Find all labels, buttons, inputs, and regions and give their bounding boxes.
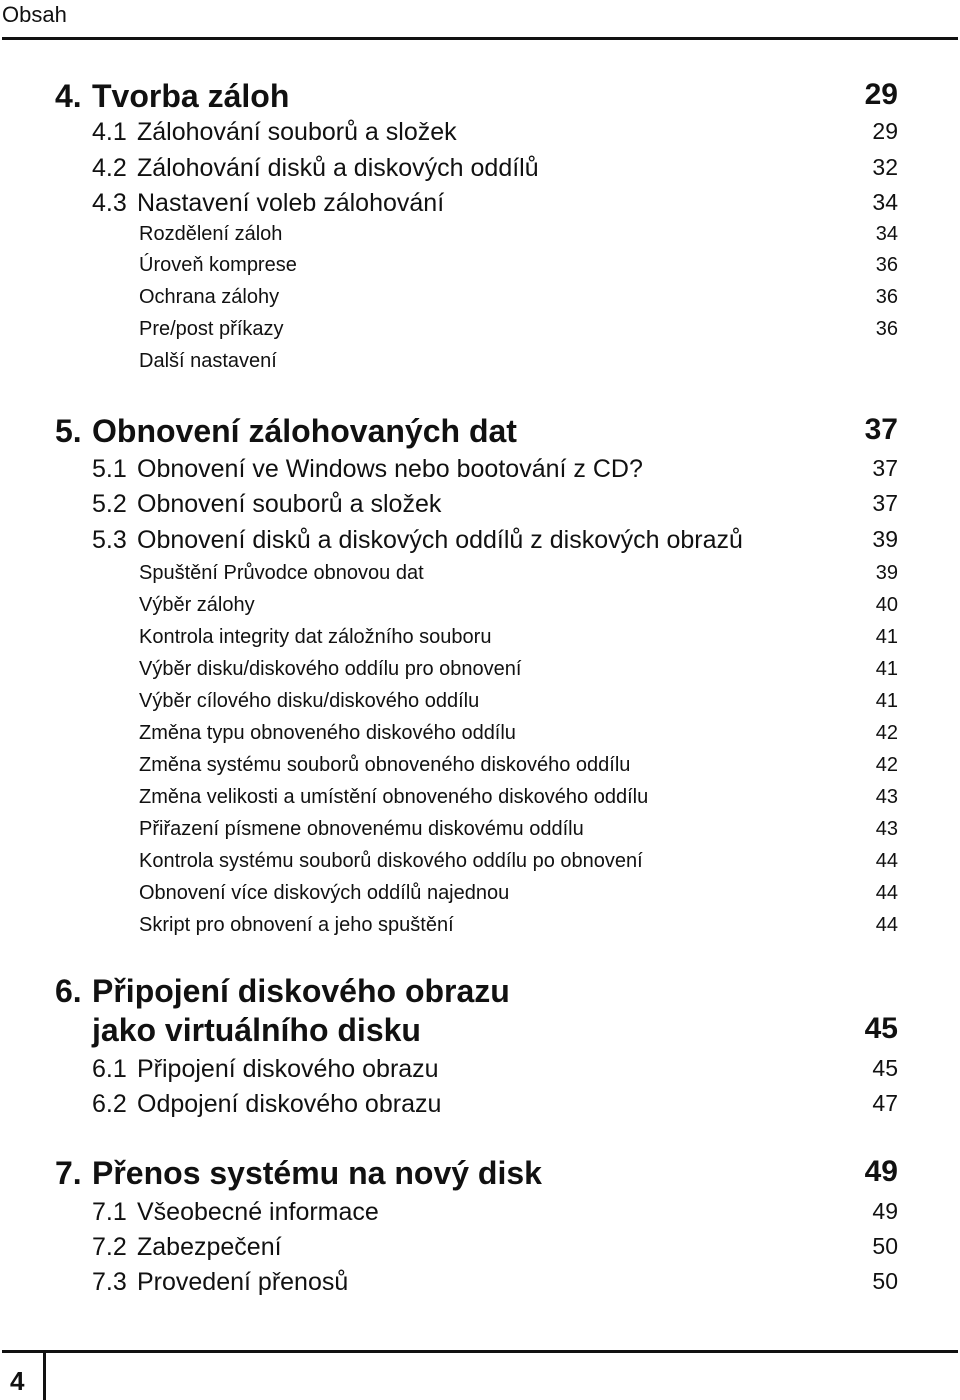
toc-entry-page: 50 [872, 1233, 898, 1259]
toc-entry-number: 7.2 [92, 1233, 127, 1261]
toc-entry-number: 7.3 [92, 1268, 127, 1296]
toc-entry-title: Tvorba záloh [92, 78, 290, 114]
toc-entry-page: 39 [872, 526, 898, 552]
toc-entry-number: 4.1 [92, 118, 127, 146]
toc-entry-page: 29 [872, 118, 898, 144]
toc-entry-number: 6. [55, 973, 82, 1009]
toc-entry-title: jako virtuálního disku [92, 1012, 421, 1048]
toc-entry-title: Odpojení diskového obrazu [137, 1090, 442, 1118]
toc-entry-title: Přiřazení písmene obnovenému diskovému oddílu [139, 818, 584, 840]
toc-entry-title: Výběr cílového disku/diskového oddílu [139, 690, 480, 712]
toc-entry-title: Výběr zálohy [139, 594, 255, 616]
toc-entry-page: 45 [864, 1012, 898, 1045]
toc-entry-page: 36 [875, 318, 898, 340]
toc-entry-title: Kontrola systému souborů diskového oddílu po obnovení [139, 850, 643, 872]
running-head: Obsah [2, 2, 67, 27]
toc-entry-number: 6.1 [92, 1055, 127, 1083]
toc-entry-title: Pre/post příkazy [139, 318, 284, 340]
toc-entry-page: 39 [875, 562, 898, 584]
toc-entry-number: 4.3 [92, 189, 127, 217]
toc-entry-title: Změna systému souborů obnoveného diskového oddílu [139, 754, 631, 776]
toc-entry-page: 37 [864, 413, 898, 446]
toc-entry-number: 5.2 [92, 490, 127, 518]
toc-entry-page: 34 [872, 189, 898, 215]
toc-entry-page: 43 [875, 786, 898, 808]
footer-tick [43, 1350, 46, 1400]
toc-entry-title: Přenos systému na nový disk [92, 1155, 542, 1191]
toc-entry-number: 5. [55, 413, 82, 449]
toc-entry-page: 41 [875, 690, 898, 712]
page-number: 4 [10, 1366, 25, 1396]
toc-entry-title: Připojení diskového obrazu [137, 1055, 439, 1083]
toc-entry-number: 5.1 [92, 455, 127, 483]
toc-entry-page: 42 [875, 722, 898, 744]
toc-entry-page: 44 [875, 850, 898, 872]
toc-entry-title: Zabezpečení [137, 1233, 282, 1261]
toc-entry-number: 5.3 [92, 526, 127, 554]
toc-entry-page: 49 [872, 1198, 898, 1224]
toc-entry-number: 7.1 [92, 1198, 127, 1226]
toc-entry-title: Změna velikosti a umístění obnoveného diskového oddílu [139, 786, 649, 808]
toc-entry-title: Obnovení více diskových oddílů najednou [139, 882, 510, 904]
toc-entry-page: 36 [875, 286, 898, 308]
toc-entry-number: 6.2 [92, 1090, 127, 1118]
toc-entry-title: Spuštění Průvodce obnovou dat [139, 562, 424, 584]
toc-entry-title: Kontrola integrity dat záložního souboru [139, 626, 492, 648]
toc-entry-page: 41 [875, 626, 898, 648]
toc-entry-page: 47 [872, 1090, 898, 1116]
toc-entry-title: Další nastavení [139, 350, 277, 372]
toc-entry-title: Nastavení voleb zálohování [137, 189, 445, 217]
toc-entry-title: Zálohování souborů a složek [137, 118, 457, 146]
toc-entry-page: 43 [875, 818, 898, 840]
toc-entry-number: 4.2 [92, 154, 127, 182]
toc-entry-page: 34 [875, 223, 898, 245]
toc-entry-page: 49 [864, 1155, 898, 1188]
toc-entry-page: 29 [864, 78, 898, 111]
toc-entry-page: 45 [872, 1055, 898, 1081]
toc-entry-page: 44 [875, 914, 898, 936]
toc-entry-page: 32 [872, 154, 898, 180]
toc-entry-page: 42 [875, 754, 898, 776]
toc-entry-title: Rozdělení záloh [139, 223, 283, 245]
toc-entry-title: Všeobecné informace [137, 1198, 379, 1226]
toc-entry-title: Obnovení disků a diskových oddílů z diskových obrazů [137, 526, 743, 554]
toc-entry-page: 41 [875, 658, 898, 680]
toc-entry-title: Ochrana zálohy [139, 286, 280, 308]
toc-entry-title: Obnovení zálohovaných dat [92, 413, 517, 449]
toc-entry-page: 50 [872, 1268, 898, 1294]
toc-entry-page: 37 [872, 490, 898, 516]
toc-entry-page: 44 [875, 882, 898, 904]
toc-entry-number: 7. [55, 1155, 82, 1191]
footer-rule [2, 1350, 958, 1353]
toc-entry-title: Úroveň komprese [139, 254, 297, 276]
toc-entry-title: Zálohování disků a diskových oddílů [137, 154, 539, 182]
toc-entry-page: 37 [872, 455, 898, 481]
toc-entry-number: 4. [55, 78, 82, 114]
toc-entry-title: Připojení diskového obrazu [92, 973, 510, 1009]
toc-entry-title: Obnovení ve Windows nebo bootování z CD? [137, 455, 643, 483]
toc-entry-title: Změna typu obnoveného diskového oddílu [139, 722, 516, 744]
toc-entry-title: Obnovení souborů a složek [137, 490, 442, 518]
toc-entry-title: Výběr disku/diskového oddílu pro obnovení [139, 658, 522, 680]
toc-entry-page: 36 [875, 254, 898, 276]
toc-entry-title: Provedení přenosů [137, 1268, 349, 1296]
toc-entry-title: Skript pro obnovení a jeho spuštění [139, 914, 454, 936]
toc-entry-page: 40 [875, 594, 898, 616]
